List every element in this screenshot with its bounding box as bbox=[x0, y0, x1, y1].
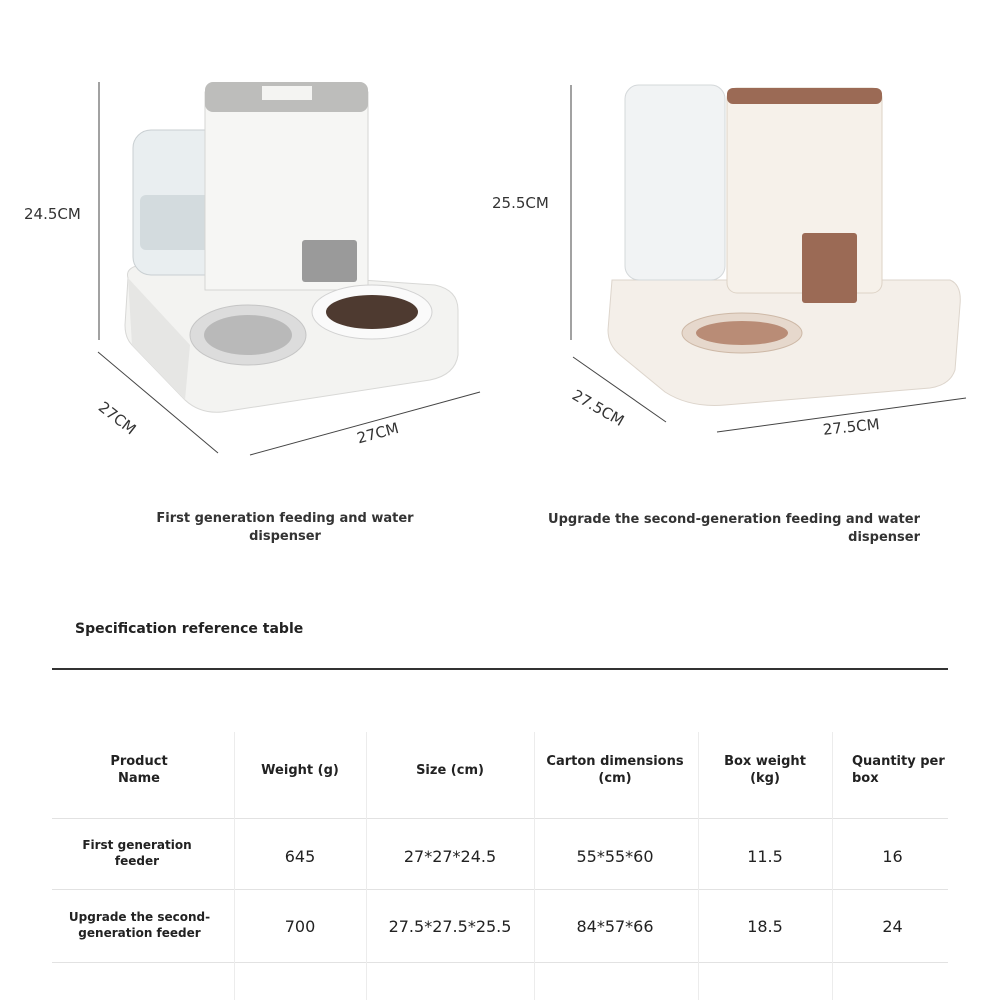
table-divider bbox=[366, 732, 367, 1000]
gen1-height-label: 24.5CM bbox=[24, 205, 81, 223]
row1-product-name: First generation feeder bbox=[82, 838, 192, 868]
row1-box-weight: 11.5 bbox=[747, 846, 783, 866]
header-box-weight: Box weight (kg) bbox=[724, 754, 806, 786]
row2-quantity: 24 bbox=[882, 916, 903, 936]
gen2-product-illustration bbox=[500, 60, 1000, 480]
gen1-product-illustration bbox=[0, 60, 500, 480]
header-weight: Weight (g) bbox=[261, 762, 339, 778]
table-divider bbox=[52, 818, 948, 819]
gen2-caption: Upgrade the second-generation feeding and water dispenser bbox=[548, 512, 920, 545]
row1-carton-dimensions: 55*55*60 bbox=[576, 846, 654, 866]
table-divider bbox=[832, 732, 833, 1000]
gen2-depth-label: 27.5CM bbox=[569, 386, 628, 431]
gen2-height-label: 25.5CM bbox=[492, 194, 549, 212]
row2-box-weight: 18.5 bbox=[747, 916, 783, 936]
gen1-width-label: 27CM bbox=[355, 418, 401, 448]
row1-size: 27*27*24.5 bbox=[403, 846, 497, 866]
table-divider bbox=[52, 962, 948, 963]
row2-size: 27.5*27.5*25.5 bbox=[388, 916, 512, 936]
row2-weight: 700 bbox=[284, 916, 316, 936]
gen2-width-label: 27.5CM bbox=[822, 415, 881, 439]
header-quantity-per-box: Quantity per box bbox=[852, 754, 945, 786]
row1-weight: 645 bbox=[284, 846, 316, 866]
row1-quantity: 16 bbox=[882, 846, 903, 866]
spec-title-rule bbox=[52, 668, 948, 670]
header-carton-dimensions: Carton dimensions (cm) bbox=[546, 754, 684, 786]
gen1-depth-label: 27CM bbox=[94, 398, 140, 439]
gen1-caption: First generation feeding and water dispenser bbox=[156, 511, 414, 544]
row2-carton-dimensions: 84*57*66 bbox=[576, 916, 654, 936]
table-divider bbox=[234, 732, 235, 1000]
table-divider bbox=[534, 732, 535, 1000]
table-divider bbox=[698, 732, 699, 1000]
table-divider bbox=[52, 889, 948, 890]
header-size: Size (cm) bbox=[416, 762, 484, 778]
header-product-name: Product Name bbox=[110, 754, 168, 786]
row2-product-name: Upgrade the second-generation feeder bbox=[68, 910, 211, 940]
spec-table-title: Specification reference table bbox=[75, 621, 304, 637]
